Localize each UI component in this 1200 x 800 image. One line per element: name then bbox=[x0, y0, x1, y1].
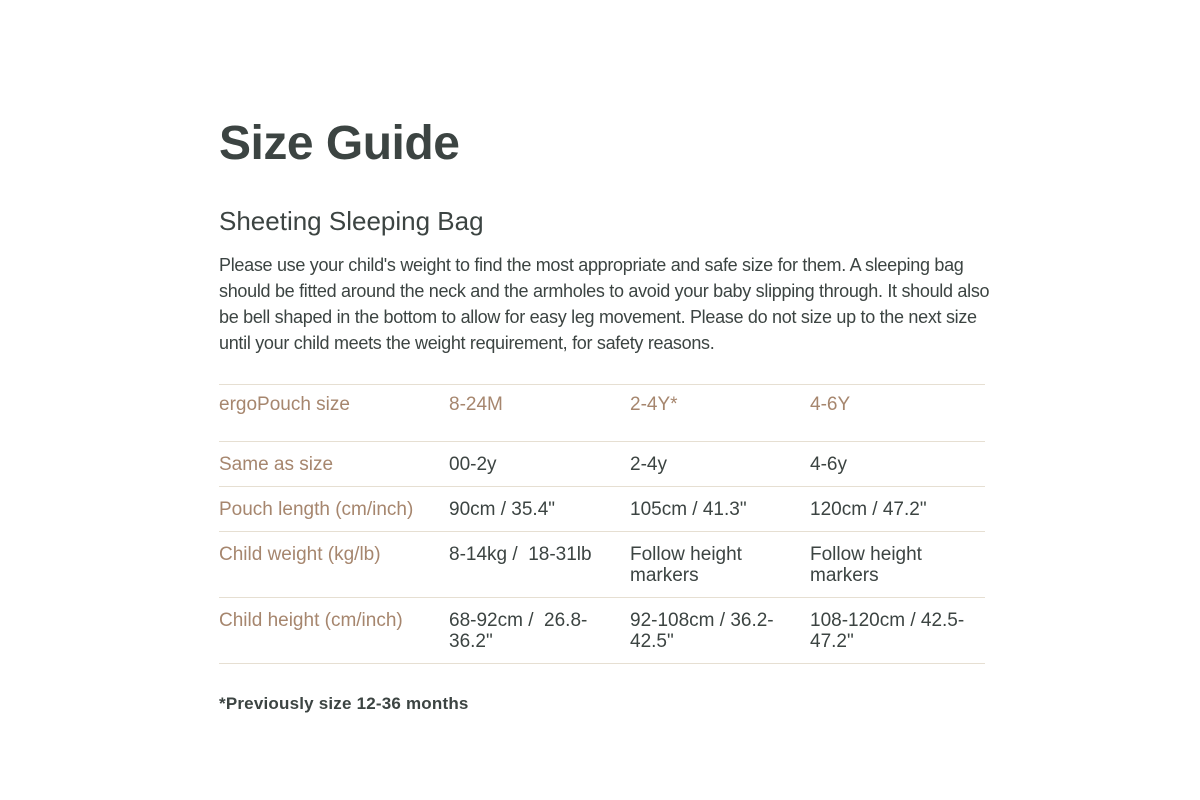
size-cell: 4-6y bbox=[810, 454, 847, 475]
size-cell: Follow height markers bbox=[630, 544, 748, 586]
row-label-child-height: Child height (cm/inch) bbox=[219, 610, 403, 631]
size-cell: 92-108cm / 36.2-42.5" bbox=[630, 610, 774, 652]
size-cell: Follow height markers bbox=[810, 544, 928, 586]
size-cell: 2-4Y* bbox=[630, 394, 678, 415]
row-label-child-weight: Child weight (kg/lb) bbox=[219, 544, 381, 565]
previous-size-footnote: *Previously size 12-36 months bbox=[219, 694, 469, 713]
table-row-child-height bbox=[219, 598, 985, 664]
row-label-ergopouch-size: ergoPouch size bbox=[219, 394, 350, 415]
table-row-child-weight bbox=[219, 532, 985, 598]
size-guide-page bbox=[219, 0, 1009, 714]
size-cell: 8-14kg / 18-31lb bbox=[449, 544, 592, 565]
page-title: Size Guide bbox=[219, 117, 460, 170]
table-row-same-as-size bbox=[219, 442, 985, 487]
size-cell: 68-92cm / 26.8-36.2" bbox=[449, 610, 588, 652]
size-cell: 120cm / 47.2" bbox=[810, 499, 927, 520]
size-cell: 00-2y bbox=[449, 454, 497, 475]
size-cell: 108-120cm / 42.5-47.2" bbox=[810, 610, 965, 652]
size-table bbox=[219, 384, 985, 664]
row-label-same-as-size: Same as size bbox=[219, 454, 334, 475]
size-cell: 90cm / 35.4" bbox=[449, 499, 556, 520]
size-cell: 4-6Y bbox=[810, 394, 851, 415]
size-cell: 2-4y bbox=[630, 454, 667, 475]
size-cell: 105cm / 41.3" bbox=[630, 499, 747, 520]
table-row-pouch-length bbox=[219, 487, 985, 532]
table-row-ergopouch-size bbox=[219, 385, 985, 442]
sizing-description: Please use your child's weight to find the most appropriate and safe size for them. A sleeping bag should be fitted around the neck and the armholes to avoid your baby slipping through. It should also be bell shaped in the bottom to allow for easy leg movement. Please do not size up to the next size until your child meets the weight requirement, for safety reasons. bbox=[219, 255, 990, 353]
size-cell: 8-24M bbox=[449, 394, 503, 415]
row-label-pouch-length: Pouch length (cm/inch) bbox=[219, 499, 414, 520]
product-subtitle: Sheeting Sleeping Bag bbox=[219, 206, 484, 236]
